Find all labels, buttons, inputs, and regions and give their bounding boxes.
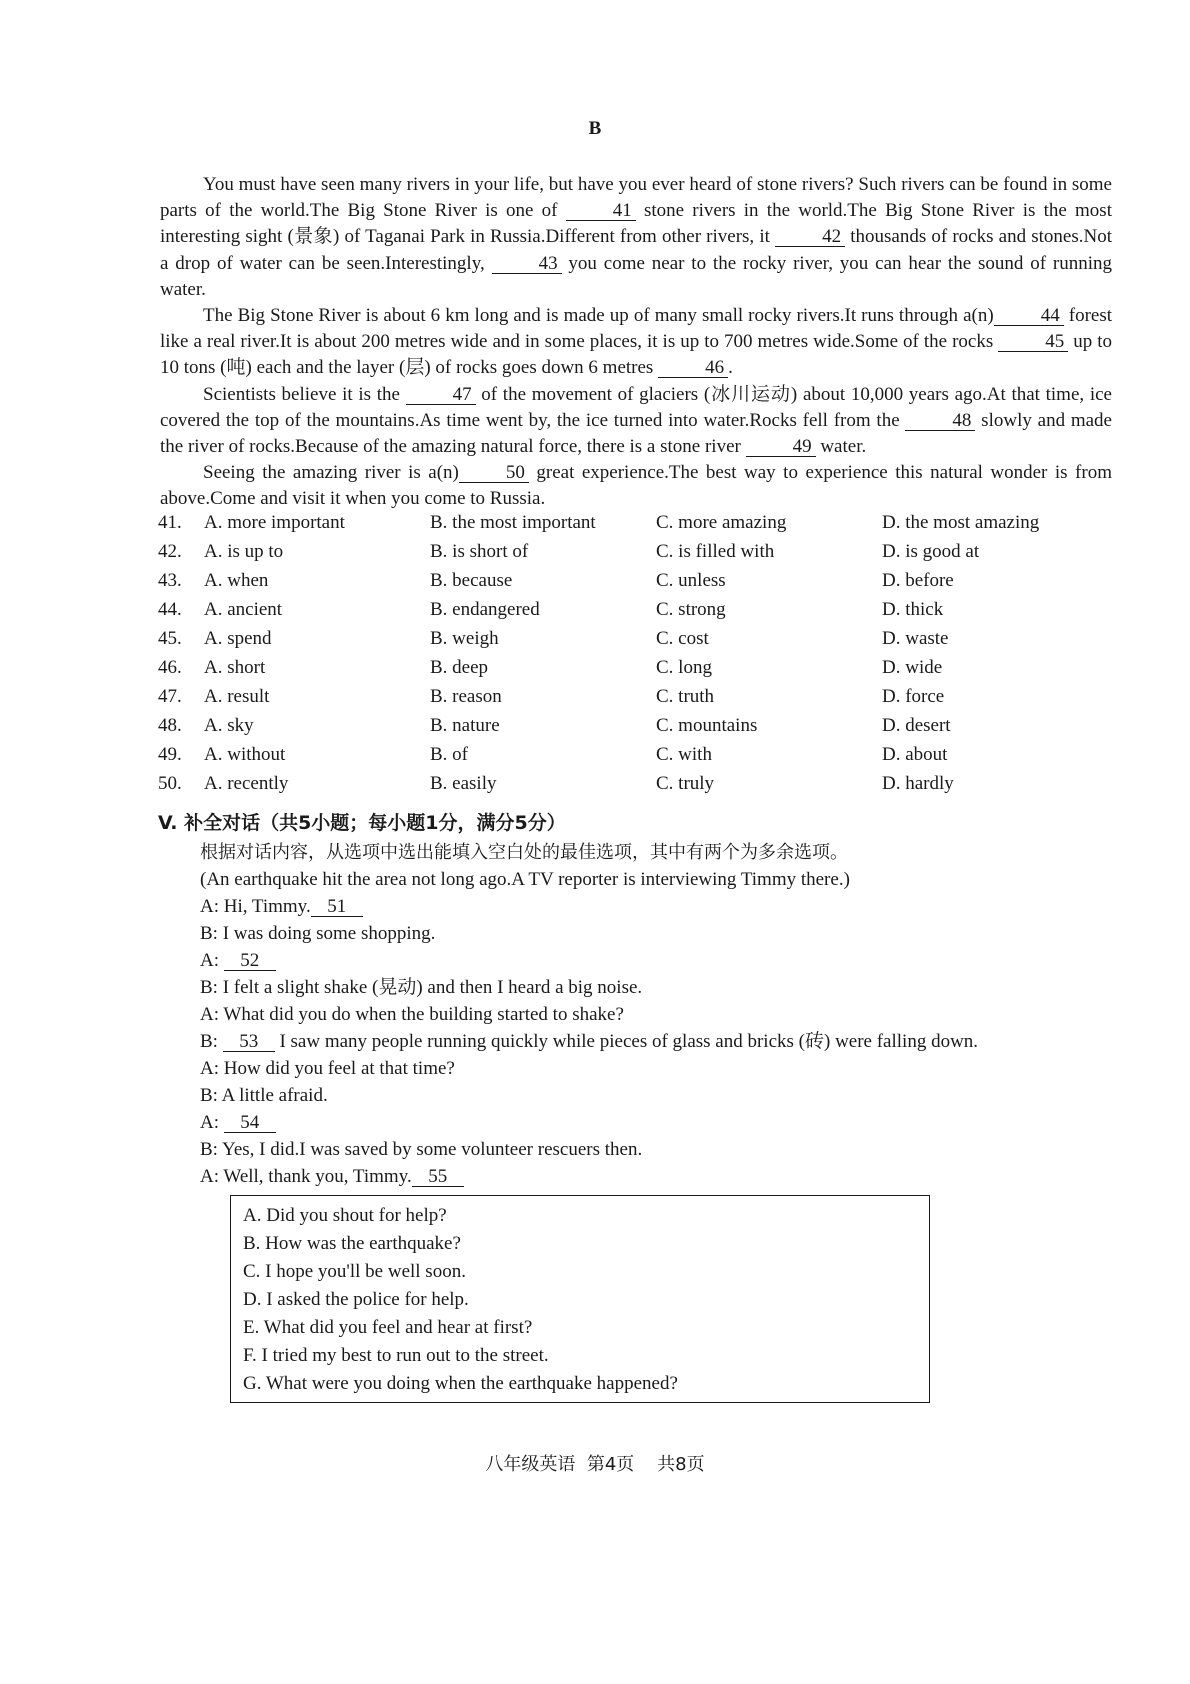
question-row: [158, 715, 1118, 744]
paragraph-4: [160, 460, 1112, 512]
option-d: D. thick: [882, 599, 944, 620]
paragraph-3: [160, 382, 1112, 461]
dialogue-option: C. I hope you'll be well soon.: [243, 1261, 466, 1282]
question-number: 41.: [158, 512, 182, 533]
blank-49: 49: [746, 437, 816, 457]
option-b: B. reason: [430, 686, 502, 707]
question-row: [158, 628, 1118, 657]
blank-46: 46: [658, 358, 728, 378]
question-row: [158, 657, 1118, 686]
dialogue-line: [200, 920, 1120, 947]
question-row: [158, 570, 1118, 599]
dialogue-line: [200, 1163, 1120, 1190]
option-a: A. without: [204, 744, 286, 765]
blank-45: 45: [998, 332, 1068, 352]
reading-passage: [160, 172, 1112, 513]
option-b: B. weigh: [430, 628, 499, 649]
line-text: A: What did you do when the building started to shake?: [200, 1004, 624, 1025]
option-d: D. is good at: [882, 541, 980, 562]
paragraph-1: [160, 172, 1112, 303]
question-number: 46.: [158, 657, 182, 678]
blank-51: 51: [311, 897, 363, 917]
blank-41: 41: [566, 201, 636, 221]
dialogue-line: [200, 1136, 1120, 1163]
option-c: C. more amazing: [656, 512, 787, 533]
question-number: 49.: [158, 744, 182, 765]
blank-48: 48: [905, 411, 975, 431]
option-c: C. long: [656, 657, 712, 678]
dialogue-intro: (An earthquake hit the area not long ago.A TV reporter is interviewing Timmy there.): [200, 869, 850, 890]
option-d: D. about: [882, 744, 948, 765]
question-row: [158, 512, 1118, 541]
line-text: A:: [200, 950, 224, 971]
dialogue-line: [200, 1055, 1120, 1082]
blank-54: 54: [224, 1113, 276, 1133]
option-a: A. is up to: [204, 541, 284, 562]
dialogue-line: [200, 1001, 1120, 1028]
passage-text: Scientists believe it is the: [203, 383, 406, 405]
option-c: C. cost: [656, 628, 709, 649]
option-b: B. deep: [430, 657, 489, 678]
option-d: D. hardly: [882, 773, 954, 794]
line-text: B: A little afraid.: [200, 1085, 328, 1106]
dialogue-option: D. I asked the police for help.: [243, 1289, 469, 1310]
option-d: D. before: [882, 570, 954, 591]
option-b: B. endangered: [430, 599, 540, 620]
option-a: A. ancient: [204, 599, 283, 620]
question-number: 42.: [158, 541, 182, 562]
dialogue-option: F. I tried my best to run out to the street.: [243, 1345, 549, 1366]
option-a: A. more important: [204, 512, 345, 533]
blank-53: 53: [223, 1032, 275, 1052]
blank-47: 47: [406, 385, 476, 405]
question-number: 45.: [158, 628, 182, 649]
option-a: A. recently: [204, 773, 289, 794]
dialogue-line: [200, 1109, 1120, 1136]
section-5-title: V. 补全对话（共5小题；每小题1分，满分5分）: [158, 812, 566, 834]
line-text: B: I was doing some shopping.: [200, 923, 436, 944]
dialogue-option: E. What did you feel and hear at first?: [243, 1317, 533, 1338]
passage-text: thousands of rocks and stones.Not a drop of water can be seen.Interestingly,: [160, 226, 1112, 274]
line-text: A: Hi, Timmy.: [200, 896, 311, 917]
option-b: B. nature: [430, 715, 500, 736]
dialogue-line: [200, 1028, 1120, 1055]
dialogue-option: B. How was the earthquake?: [243, 1233, 461, 1254]
multiple-choice-options: [158, 512, 1118, 802]
dialogue-option: A. Did you shout for help?: [243, 1205, 447, 1226]
dialogue: [200, 866, 1120, 1190]
question-number: 43.: [158, 570, 182, 591]
blank-50: 50: [459, 463, 529, 483]
question-number: 47.: [158, 686, 182, 707]
line-text: A:: [200, 1112, 224, 1133]
option-d: D. force: [882, 686, 945, 707]
option-d: D. desert: [882, 715, 951, 736]
passage-text: great experience.The best way to experience this natural wonder is from above.Come and visit it when you come to Russia.: [160, 462, 1112, 510]
option-a: A. sky: [204, 715, 254, 736]
blank-52: 52: [224, 951, 276, 971]
passage-text: You must have seen many rivers in your life, but have you ever heard of stone rivers? Such rivers can be found in some parts of the world.The Big Stone River is one of: [160, 174, 1112, 222]
option-d: D. wide: [882, 657, 943, 678]
option-b: B. is short of: [430, 541, 529, 562]
option-a: A. when: [204, 570, 269, 591]
option-c: C. strong: [656, 599, 726, 620]
passage-text: up to 10 tons (吨) each and the layer (层) of rocks goes down 6 metres: [160, 331, 1112, 379]
line-text: B: I felt a slight shake (晃动) and then I heard a big noise.: [200, 977, 643, 998]
line-text: A: Well, thank you, Timmy.: [200, 1166, 412, 1187]
option-c: C. truth: [656, 686, 715, 707]
passage-text: Seeing the amazing river is a(n): [203, 462, 459, 484]
passage-text: of the movement of glaciers (冰川运动) about 10,000 years ago.At that time, ice covered the top of the mountains.As time went by, the ice turned into water.Rocks fell from the: [160, 383, 1112, 431]
option-b: B. the most important: [430, 512, 596, 533]
line-text: B:: [200, 1031, 223, 1052]
line-text: A: How did you feel at that time?: [200, 1058, 455, 1079]
passage-text: you come near to the rocky river, you can hear the sound of running water.: [160, 252, 1112, 300]
option-c: C. truly: [656, 773, 715, 794]
question-row: [158, 773, 1118, 802]
option-a: A. short: [204, 657, 266, 678]
option-b: B. of: [430, 744, 468, 765]
question-row: [158, 686, 1118, 715]
blank-42: 42: [775, 227, 845, 247]
option-a: A. spend: [204, 628, 272, 649]
passage-text: slowly and made the river of rocks.Because of the amazing natural force, there is a stone river: [160, 409, 1112, 458]
line-text: I saw many people running quickly while pieces of glass and bricks (砖) were falling down.: [274, 1031, 979, 1052]
dialogue-line: [200, 893, 1120, 920]
question-number: 50.: [158, 773, 182, 794]
dialogue-line: [200, 974, 1120, 1001]
question-row: [158, 744, 1118, 773]
option-c: C. mountains: [656, 715, 758, 736]
question-row: [158, 599, 1118, 628]
section-title: B: [588, 118, 602, 139]
question-number: 48.: [158, 715, 182, 736]
option-c: C. is filled with: [656, 541, 775, 562]
dialogue-line: [200, 947, 1120, 974]
option-c: C. with: [656, 744, 712, 765]
section-5-instruction: 根据对话内容，从选项中选出能填入空白处的最佳选项，其中有两个为多余选项。: [200, 842, 848, 863]
blank-55: 55: [412, 1167, 464, 1187]
blank-43: 43: [492, 254, 562, 274]
question-number: 44.: [158, 599, 182, 620]
option-d: D. the most amazing: [882, 512, 1040, 533]
option-b: B. because: [430, 570, 513, 591]
passage-text: The Big Stone River is about 6 km long and is made up of many small rocky rivers.It runs through a(n): [203, 305, 994, 327]
question-row: [158, 541, 1118, 570]
paragraph-2: [160, 303, 1112, 382]
option-c: C. unless: [656, 570, 726, 591]
dialogue-options-box: [230, 1195, 930, 1403]
blank-44: 44: [994, 306, 1064, 326]
page-footer: 八年级英语 第4页 共8页: [485, 1454, 705, 1475]
passage-text: stone rivers in the world.The Big Stone River is the most interesting sight (景象) of Taganai Park in Russia.Different from other rivers, it: [160, 200, 1112, 248]
passage-text: water.: [815, 436, 867, 458]
dialogue-option: G. What were you doing when the earthquake happened?: [243, 1373, 678, 1394]
passage-text: .: [728, 357, 733, 379]
line-text: B: Yes, I did.I was saved by some volunteer rescuers then.: [200, 1139, 643, 1160]
passage-text: forest like a real river.It is about 200 metres wide and in some places, it is up to 700 metres wide.Some of the rocks: [160, 305, 1112, 353]
option-a: A. result: [204, 686, 270, 707]
option-b: B. easily: [430, 773, 497, 794]
option-d: D. waste: [882, 628, 949, 649]
dialogue-line: [200, 1082, 1120, 1109]
